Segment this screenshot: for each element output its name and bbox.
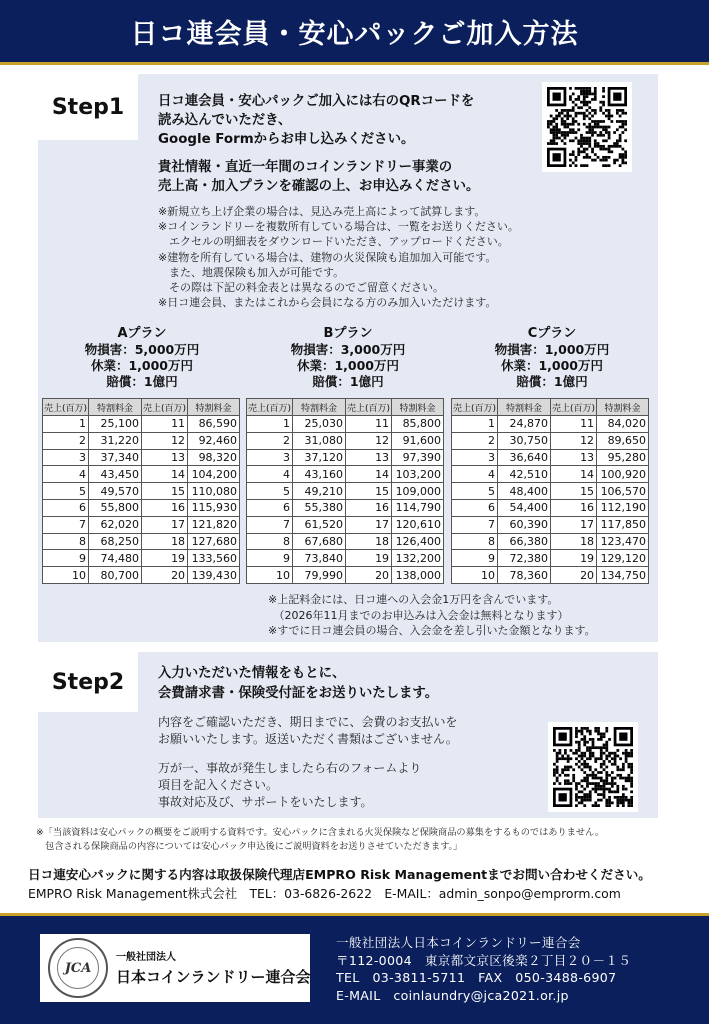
- plan-name: Cプラン: [527, 326, 577, 341]
- table-cell: 8: [43, 533, 89, 550]
- plan-a-summary: [48, 326, 236, 390]
- table-row: [452, 499, 649, 516]
- table-cell: 121,820: [188, 516, 240, 533]
- footer-info-line: 〒112-0004 東京都文京区後楽２丁目２０－１５: [336, 952, 632, 968]
- table-cell: 5: [452, 483, 498, 500]
- note-line: ※日コ連会員、またはこれから会員になる方のみ加入いただけます。: [158, 296, 497, 310]
- org-name: 日本コインランドリー連合会: [116, 968, 311, 986]
- plan-line: 物損害：5,000万円: [84, 342, 200, 357]
- table-cell: 11: [142, 416, 188, 433]
- table-cell: 129,120: [597, 550, 649, 567]
- qr-code-icon[interactable]: [548, 722, 638, 812]
- table-cell: 120,610: [392, 516, 444, 533]
- table-row: [452, 567, 649, 584]
- step2-payment-text: [158, 714, 458, 748]
- table-cell: 85,800: [392, 416, 444, 433]
- table-cell: 31,080: [293, 432, 346, 449]
- jca-logo-icon: [48, 938, 108, 998]
- table-row: [247, 466, 444, 483]
- table-cell: 104,200: [188, 466, 240, 483]
- table-cell: 12: [551, 432, 597, 449]
- table-cell: 4: [43, 466, 89, 483]
- table-cell: 13: [551, 449, 597, 466]
- disclaimer: [36, 826, 604, 854]
- fee-note-line: （2026年11月までのお申込みは入会金は無料となります）: [268, 608, 569, 622]
- table-cell: 10: [452, 567, 498, 584]
- table-row: [43, 432, 240, 449]
- table-cell: 25,030: [293, 416, 346, 433]
- table-cell: 17: [551, 516, 597, 533]
- table-cell: 55,800: [89, 499, 142, 516]
- step1-intro-line: Google Formからお申し込みください。: [158, 132, 415, 147]
- column-header: 売上(百万): [43, 399, 89, 416]
- table-cell: 61,520: [293, 516, 346, 533]
- table-row: [247, 483, 444, 500]
- table-cell: 7: [43, 516, 89, 533]
- plan-c-summary: [458, 326, 646, 390]
- table-cell: 60,390: [498, 516, 551, 533]
- step2-line: 内容をご確認いただき、期日までに、会費のお支払いを: [158, 715, 458, 729]
- table-row: [43, 499, 240, 516]
- table-row: [43, 449, 240, 466]
- table-cell: 97,390: [392, 449, 444, 466]
- table-cell: 19: [142, 550, 188, 567]
- table-cell: 14: [551, 466, 597, 483]
- table-cell: 55,380: [293, 499, 346, 516]
- table-cell: 2: [452, 432, 498, 449]
- table-cell: 138,000: [392, 567, 444, 584]
- table-cell: 20: [551, 567, 597, 584]
- table-cell: 68,250: [89, 533, 142, 550]
- table-cell: 13: [346, 449, 392, 466]
- table-cell: 31,220: [89, 432, 142, 449]
- table-cell: 19: [551, 550, 597, 567]
- table-cell: 3: [247, 449, 293, 466]
- table-cell: 80,700: [89, 567, 142, 584]
- header-divider: [0, 62, 709, 65]
- note-line: ※建物を所有している場合は、建物の火災保険も追加加入可能です。: [158, 250, 497, 264]
- fee-note-line: ※上記料金には、日コ連への入会金1万円を含んでいます。: [268, 593, 559, 606]
- table-cell: 8: [247, 533, 293, 550]
- table-cell: 6: [247, 499, 293, 516]
- table-cell: 10: [247, 567, 293, 584]
- table-cell: 18: [551, 533, 597, 550]
- table-cell: 98,320: [188, 449, 240, 466]
- footer-contact-info: [336, 934, 631, 1004]
- plan-b-summary: [254, 326, 442, 390]
- qr-code-icon[interactable]: [542, 82, 632, 172]
- table-row: [452, 550, 649, 567]
- footer-info-line: TEL 03-3811-5711 FAX 050-3488-6907: [336, 970, 617, 985]
- table-cell: 134,750: [597, 567, 649, 584]
- contact-heading: 日コ連安心パックに関する内容は取扱保険代理店EMPRO Risk Managementまでお問い合わせください。: [28, 867, 651, 882]
- table-cell: 5: [247, 483, 293, 500]
- table-row: [247, 567, 444, 584]
- table-cell: 18: [142, 533, 188, 550]
- table-cell: 15: [551, 483, 597, 500]
- table-header-row: [452, 399, 649, 416]
- fee-notes: [268, 592, 596, 639]
- table-cell: 30,750: [498, 432, 551, 449]
- step1-label: Step1: [38, 74, 138, 140]
- plan-a-rate-table: [42, 398, 240, 584]
- table-cell: 4: [452, 466, 498, 483]
- disclaimer-line: ※「当該資料は安心パックの概要をご説明する資料です。安心パックに含まれる火災保険など保険商品の募集をするものではありません。: [36, 827, 604, 838]
- table-row: [43, 533, 240, 550]
- table-cell: 78,360: [498, 567, 551, 584]
- step2-heading: [158, 664, 438, 704]
- table-row: [43, 550, 240, 567]
- table-cell: 139,430: [188, 567, 240, 584]
- table-cell: 12: [346, 432, 392, 449]
- column-header: 売上(百万): [452, 399, 498, 416]
- table-cell: 48,400: [498, 483, 551, 500]
- step1-confirm-line: 売上高・加入プランを確認の上、お申込みください。: [158, 179, 480, 194]
- table-cell: 16: [346, 499, 392, 516]
- table-cell: 117,850: [597, 516, 649, 533]
- table-cell: 14: [142, 466, 188, 483]
- table-cell: 9: [247, 550, 293, 567]
- table-row: [452, 466, 649, 483]
- table-cell: 6: [452, 499, 498, 516]
- plan-name: Aプラン: [117, 326, 167, 341]
- table-row: [43, 516, 240, 533]
- table-cell: 73,840: [293, 550, 346, 567]
- table-row: [43, 466, 240, 483]
- table-cell: 66,380: [498, 533, 551, 550]
- table-cell: 24,870: [498, 416, 551, 433]
- page-header: [0, 0, 709, 62]
- table-row: [247, 432, 444, 449]
- plan-line: 物損害：1,000万円: [494, 342, 610, 357]
- table-cell: 2: [247, 432, 293, 449]
- table-row: [43, 483, 240, 500]
- plan-line: 賠償：1億円: [516, 374, 588, 389]
- fee-note-line: ※すでに日コ連会員の場合、入会金を差し引いた金額となります。: [268, 624, 596, 638]
- note-line: その際は下記の料金表とは異なるのでご留意ください。: [158, 281, 444, 295]
- table-cell: 115,930: [188, 499, 240, 516]
- plan-line: 賠償：1億円: [106, 374, 178, 389]
- table-row: [452, 416, 649, 433]
- table-row: [247, 533, 444, 550]
- table-cell: 37,120: [293, 449, 346, 466]
- table-row: [452, 483, 649, 500]
- table-row: [247, 516, 444, 533]
- table-cell: 106,570: [597, 483, 649, 500]
- table-cell: 18: [346, 533, 392, 550]
- table-cell: 10: [43, 567, 89, 584]
- column-header: 特割料金: [89, 399, 142, 416]
- table-cell: 12: [142, 432, 188, 449]
- table-cell: 16: [551, 499, 597, 516]
- table-cell: 20: [142, 567, 188, 584]
- step2-heading-line: 入力いただいた情報をもとに、: [158, 666, 346, 681]
- footer-info-line: E-MAIL coinlaundry@jca2021.or.jp: [336, 987, 569, 1003]
- step2-label: Step2: [38, 652, 138, 712]
- plan-line: 休業：1,000万円: [296, 358, 400, 373]
- table-cell: 132,200: [392, 550, 444, 567]
- table-cell: 49,570: [89, 483, 142, 500]
- step2-accident-text: [158, 760, 421, 811]
- table-cell: 110,080: [188, 483, 240, 500]
- table-row: [452, 449, 649, 466]
- step2-line: お願いいたします。返送いただく書類はございません。: [158, 732, 458, 746]
- table-cell: 67,680: [293, 533, 346, 550]
- table-cell: 1: [452, 416, 498, 433]
- table-header-row: [43, 399, 240, 416]
- step1-intro-line: 読み込んでいただき、: [158, 113, 292, 128]
- column-header: 特割料金: [293, 399, 346, 416]
- column-header: 売上(百万): [551, 399, 597, 416]
- step1-confirm: [158, 158, 479, 196]
- table-row: [452, 432, 649, 449]
- table-cell: 11: [551, 416, 597, 433]
- table-cell: 123,470: [597, 533, 649, 550]
- step1-intro-line: 日コ連会員・安心パックご加入には右のQRコードを: [158, 94, 475, 109]
- step1-notes: [158, 204, 519, 310]
- table-cell: 20: [346, 567, 392, 584]
- table-cell: 84,020: [597, 416, 649, 433]
- plan-name: Bプラン: [323, 326, 373, 341]
- table-cell: 25,100: [89, 416, 142, 433]
- table-cell: 112,190: [597, 499, 649, 516]
- table-cell: 16: [142, 499, 188, 516]
- column-header: 特割料金: [392, 399, 444, 416]
- table-cell: 14: [346, 466, 392, 483]
- table-cell: 11: [346, 416, 392, 433]
- table-cell: 13: [142, 449, 188, 466]
- table-cell: 17: [142, 516, 188, 533]
- step2-line: 万が一、事故が発生しましたら右のフォームより: [158, 761, 422, 775]
- plan-line: 物損害：3,000万円: [290, 342, 406, 357]
- note-line: ※コインランドリーを複数所有している場合は、一覧をお送りください。: [158, 220, 519, 234]
- table-cell: 126,400: [392, 533, 444, 550]
- table-cell: 43,450: [89, 466, 142, 483]
- plan-c-rate-table: [451, 398, 649, 584]
- table-cell: 127,680: [188, 533, 240, 550]
- note-line: エクセルの明細表をダウンロードいただき、アップロードください。: [158, 235, 509, 249]
- table-cell: 3: [43, 449, 89, 466]
- table-row: [247, 449, 444, 466]
- table-cell: 72,380: [498, 550, 551, 567]
- table-cell: 86,590: [188, 416, 240, 433]
- table-row: [247, 550, 444, 567]
- table-cell: 133,560: [188, 550, 240, 567]
- table-row: [43, 416, 240, 433]
- table-row: [247, 416, 444, 433]
- column-header: 売上(百万): [247, 399, 293, 416]
- table-cell: 4: [247, 466, 293, 483]
- table-cell: 91,600: [392, 432, 444, 449]
- table-cell: 42,510: [498, 466, 551, 483]
- table-cell: 54,400: [498, 499, 551, 516]
- page-title: 日コ連会員・安心パックご加入方法: [130, 18, 579, 50]
- table-cell: 6: [43, 499, 89, 516]
- table-cell: 1: [247, 416, 293, 433]
- table-cell: 1: [43, 416, 89, 433]
- table-cell: 103,200: [392, 466, 444, 483]
- plan-line: 休業：1,000万円: [500, 358, 604, 373]
- table-cell: 7: [452, 516, 498, 533]
- step2-line: 事故対応及び、サポートをいたします。: [158, 795, 373, 809]
- table-row: [452, 516, 649, 533]
- table-row: [43, 567, 240, 584]
- table-cell: 79,990: [293, 567, 346, 584]
- table-cell: 9: [452, 550, 498, 567]
- table-cell: 9: [43, 550, 89, 567]
- plan-line: 賠償：1億円: [312, 374, 384, 389]
- table-cell: 114,790: [392, 499, 444, 516]
- step1-intro: [158, 92, 474, 149]
- table-cell: 37,340: [89, 449, 142, 466]
- plan-b-rate-table: [246, 398, 444, 584]
- column-header: 売上(百万): [142, 399, 188, 416]
- step2-heading-line: 会費請求書・保険受付証をお送りいたします。: [158, 686, 439, 701]
- table-cell: 95,280: [597, 449, 649, 466]
- note-line: ※新規立ち上げ企業の場合は、見込み売上高によって試算します。: [158, 205, 486, 218]
- table-cell: 109,000: [392, 483, 444, 500]
- table-row: [452, 533, 649, 550]
- column-header: 特割料金: [597, 399, 649, 416]
- table-cell: 7: [247, 516, 293, 533]
- table-cell: 49,210: [293, 483, 346, 500]
- contact-details: EMPRO Risk Management株式会社 TEL：03-6826-2622 E-MAIL：admin_sonpo@emprorm.com: [28, 886, 621, 901]
- table-header-row: [247, 399, 444, 416]
- table-cell: 15: [142, 483, 188, 500]
- table-cell: 92,460: [188, 432, 240, 449]
- note-line: また、地震保険も加入が可能です。: [158, 265, 345, 279]
- table-cell: 43,160: [293, 466, 346, 483]
- table-cell: 2: [43, 432, 89, 449]
- table-cell: 100,920: [597, 466, 649, 483]
- jca-logo-text: JCA: [57, 947, 99, 989]
- column-header: 特割料金: [498, 399, 551, 416]
- footer-info-line: 一般社団法人日本コインランドリー連合会: [336, 935, 581, 950]
- disclaimer-line: 包含される保険商品の内容については安心パック申込後にご説明資料をお送りさせていただきます。」: [36, 841, 463, 852]
- table-cell: 89,650: [597, 432, 649, 449]
- step2-line: 項目を記入ください。: [158, 778, 279, 792]
- table-cell: 74,480: [89, 550, 142, 567]
- table-cell: 15: [346, 483, 392, 500]
- table-cell: 3: [452, 449, 498, 466]
- table-cell: 19: [346, 550, 392, 567]
- column-header: 売上(百万): [346, 399, 392, 416]
- table-cell: 36,640: [498, 449, 551, 466]
- table-cell: 8: [452, 533, 498, 550]
- org-type: 一般社団法人: [116, 952, 176, 963]
- table-row: [247, 499, 444, 516]
- plan-line: 休業：1,000万円: [90, 358, 194, 373]
- table-cell: 5: [43, 483, 89, 500]
- table-cell: 62,020: [89, 516, 142, 533]
- column-header: 特割料金: [188, 399, 240, 416]
- table-cell: 17: [346, 516, 392, 533]
- step1-confirm-line: 貴社情報・直近一年間のコインランドリー事業の: [158, 160, 453, 175]
